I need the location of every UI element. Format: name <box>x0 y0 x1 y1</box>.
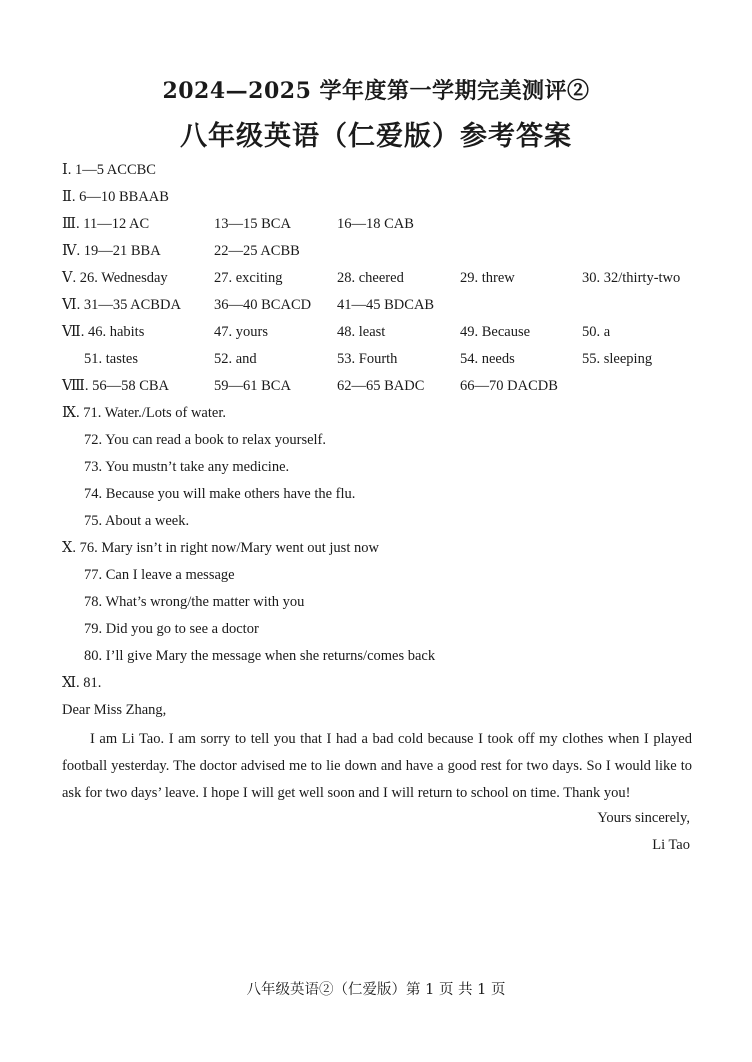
answer-cell: Ⅳ. 19—21 BBA <box>62 243 161 259</box>
answer-key-title: 八年级英语（仁爱版）参考答案 <box>180 121 572 152</box>
answer-cell: Ⅰ. 1—5 ACCBC <box>62 162 156 178</box>
answer-cell: 59—61 BCA <box>214 378 291 394</box>
answer-cell: 41—45 BDCAB <box>337 297 435 313</box>
section-10-item: 78. What’s wrong/the matter with you <box>84 594 305 610</box>
section-10-item: 77. Can I leave a message <box>84 567 235 583</box>
section-9-head: Ⅸ. 71. Water./Lots of water. <box>62 405 226 421</box>
answer-cell: 62—65 BADC <box>337 378 425 394</box>
answer-cell: 13—15 BCA <box>214 216 291 232</box>
page-footer: 八年级英语②（仁爱版）第 1 页 共 1 页 <box>246 982 506 998</box>
answer-row-1 <box>0 159 752 181</box>
answer-cell: 49. Because <box>460 324 531 340</box>
section-11-head: Ⅺ. 81. <box>62 675 102 691</box>
answer-cell: 54. needs <box>460 351 515 367</box>
answer-row-6 <box>0 294 752 316</box>
answer-cell: 27. exciting <box>214 270 283 286</box>
answer-cell: 51. tastes <box>84 351 138 367</box>
answer-cell: Ⅱ. 6—10 BBAAB <box>62 189 169 205</box>
answer-row-9 <box>0 375 752 397</box>
section-10-item: 79. Did you go to see a doctor <box>84 621 259 637</box>
answer-cell: Ⅷ. 56—58 CBA <box>62 378 170 394</box>
section-9-item: 73. You mustn’t take any medicine. <box>84 459 290 475</box>
answer-cell: 36—40 BCACD <box>214 297 312 313</box>
answer-cell: 30. 32/thirty-two <box>582 270 681 286</box>
answer-cell: 50. a <box>582 324 611 340</box>
answer-cell: Ⅶ. 46. habits <box>62 324 145 340</box>
answer-row-2 <box>0 186 752 208</box>
answer-cell: 52. and <box>214 351 257 367</box>
exam-title: 2024—2025 学年度第一学期完美测评② <box>162 78 590 104</box>
answer-cell: Ⅵ. 31—35 ACBDA <box>62 297 181 313</box>
answer-cell: 53. Fourth <box>337 351 398 367</box>
answer-cell: 47. yours <box>214 324 268 340</box>
answer-row-8 <box>0 348 752 370</box>
section-9-item: 72. You can read a book to relax yourself. <box>84 432 327 448</box>
answer-cell: Ⅲ. 11—12 AC <box>62 216 150 232</box>
answer-cell: Ⅴ. 26. Wednesday <box>62 270 168 286</box>
answer-row-7 <box>0 321 752 343</box>
answer-cell: 28. cheered <box>337 270 404 286</box>
answer-cell: 16—18 CAB <box>337 216 414 232</box>
answer-cell: 48. least <box>337 324 386 340</box>
answer-row-4 <box>0 240 752 262</box>
answer-cell: 55. sleeping <box>582 351 653 367</box>
letter-body: I am Li Tao. I am sorry to tell you that I had a bad cold because I took off my clothes when I played football yesterday. The doctor advised me to lie down and have a good rest for two days. So I would like to ask for two days’ leave. I hope I will get well soon and I will return to school on time. Thank you! <box>62 731 692 801</box>
answer-row-3 <box>0 213 752 235</box>
section-9-item: 75. About a week. <box>84 513 190 529</box>
answer-cell: 22—25 ACBB <box>214 243 300 259</box>
answer-row-5 <box>0 267 752 289</box>
section-10-item: 80. I’ll give Mary the message when she returns/comes back <box>84 648 436 664</box>
answer-cell: 66—70 DACDB <box>460 378 558 394</box>
section-9-item: 74. Because you will make others have the flu. <box>84 486 356 502</box>
letter-greeting: Dear Miss Zhang, <box>62 702 167 718</box>
answer-cell: 29. threw <box>460 270 515 286</box>
letter-closing: Yours sincerely, <box>597 810 690 826</box>
section-10-head: Ⅹ. 76. Mary isn’t in right now/Mary went out just now <box>62 540 379 556</box>
letter-signature: Li Tao <box>652 837 690 853</box>
